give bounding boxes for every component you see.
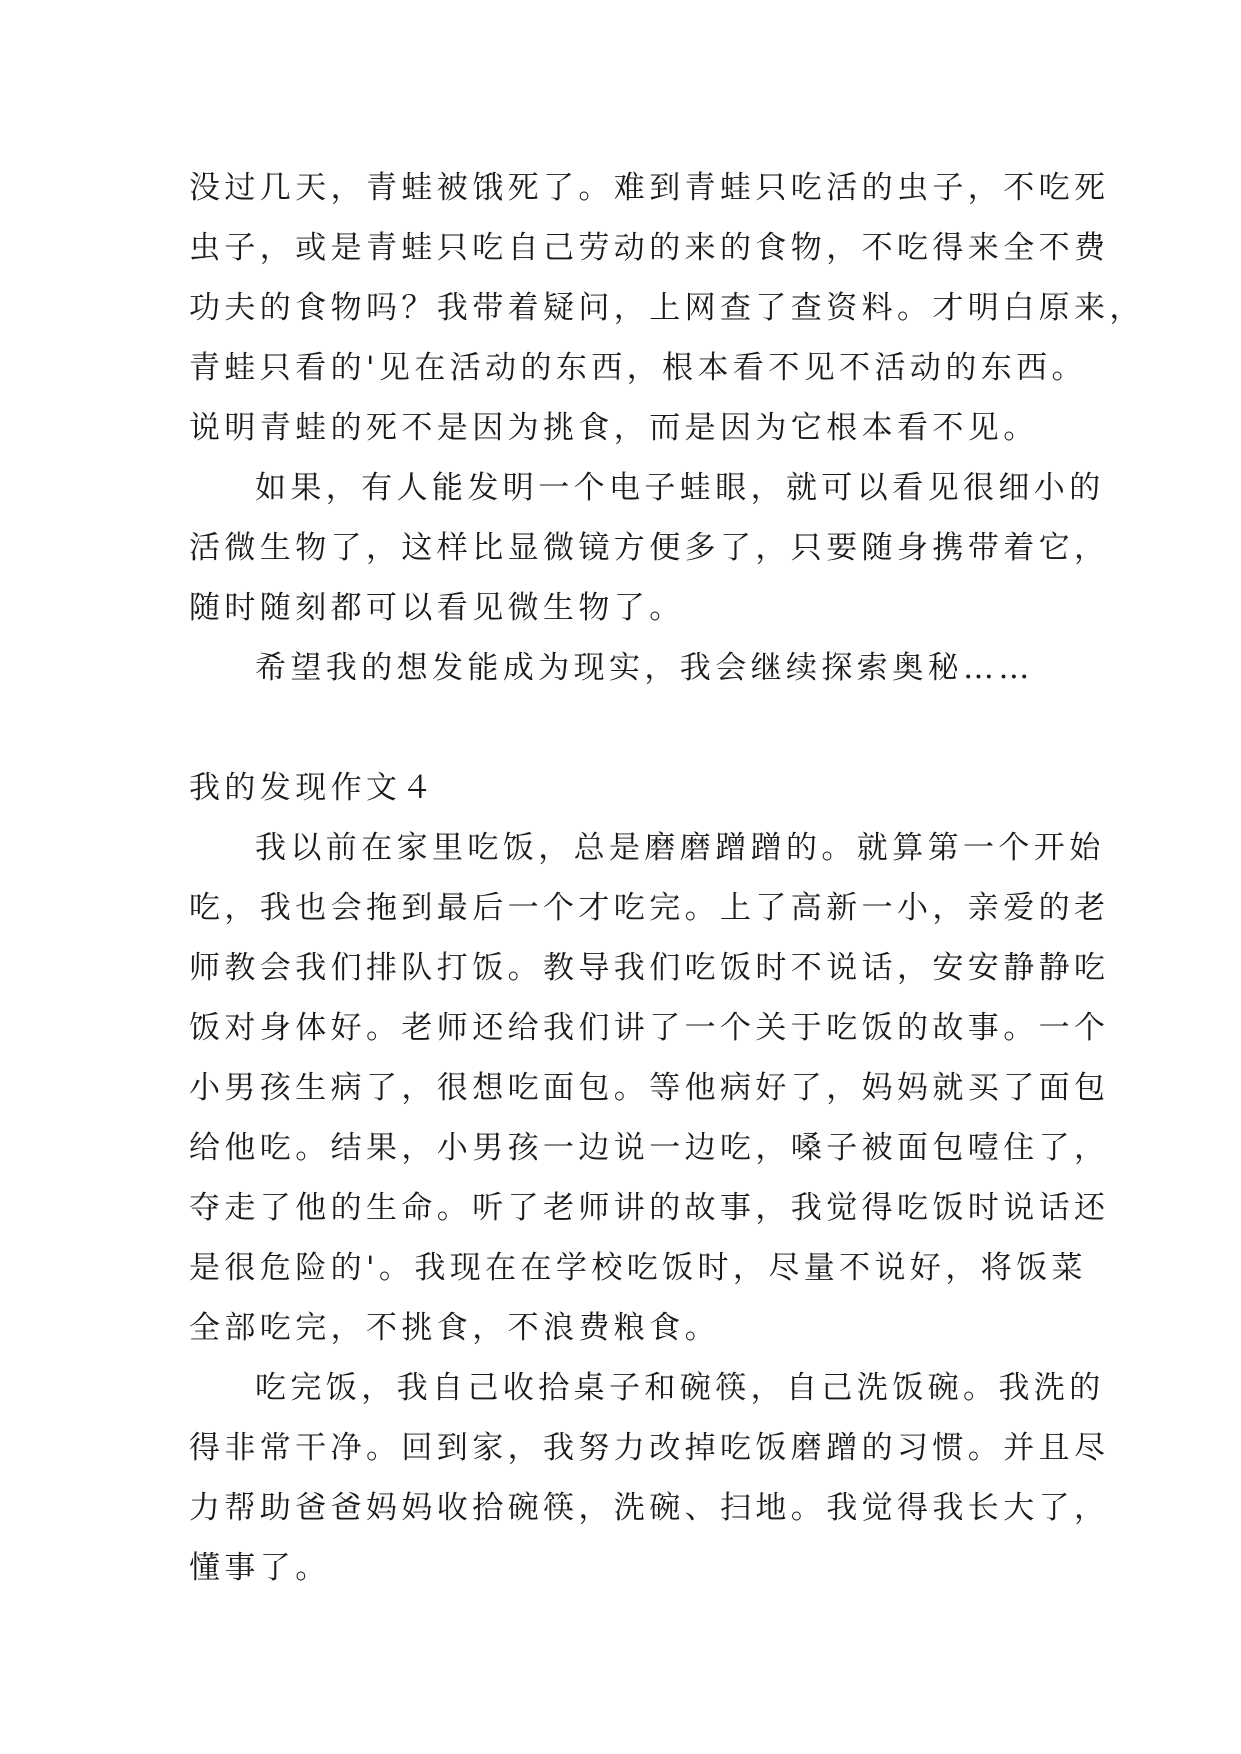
text-line: 得非常干净。回到家，我努力改掉吃饭磨蹭的习惯。并且尽 — [189, 1430, 1110, 1466]
text-line: 活微生物了，这样比显微镜方便多了，只要随身携带着它， — [189, 530, 1110, 566]
text-line: 吃完饭，我自己收拾桌子和碗筷，自己洗饭碗。我洗的 — [255, 1370, 1105, 1406]
text-line: 如果，有人能发明一个电子蛙眼，就可以看见很细小的 — [255, 470, 1105, 506]
text-line: 说明青蛙的死不是因为挑食，而是因为它根本看不见。 — [189, 410, 1039, 446]
text-line: 给他吃。结果，小男孩一边说一边吃，嗓子被面包噎住了， — [189, 1130, 1110, 1166]
text-line: 夺走了他的生命。听了老师讲的故事，我觉得吃饭时说话还 — [189, 1190, 1110, 1226]
paragraph — [189, 458, 1110, 638]
paragraph — [189, 1358, 1110, 1598]
text-line: 没过几天，青蛙被饿死了。难到青蛙只吃活的虫子，不吃死 — [189, 170, 1110, 206]
section-title: 我的发现作文４ — [189, 770, 437, 806]
text-line: 功夫的食物吗？我带着疑问，上网查了查资料。才明白原来， — [189, 290, 1145, 326]
text-line: 师教会我们排队打饭。教导我们吃饭时不说话，安安静静吃 — [189, 950, 1110, 986]
text-line: 我以前在家里吃饭，总是磨磨蹭蹭的。就算第一个开始 — [255, 830, 1105, 866]
text-line: 全部吃完，不挑食，不浪费粮食。 — [189, 1310, 720, 1346]
text-line: 青蛙只看的'见在活动的东西，根本看不见不活动的东西。 — [189, 350, 1087, 386]
paragraph — [189, 818, 1110, 1358]
text-line: 随时随刻都可以看见微生物了。 — [189, 590, 685, 626]
paragraph — [189, 638, 1069, 698]
text-line: 吃，我也会拖到最后一个才吃完。上了高新一小，亲爱的老 — [189, 890, 1110, 926]
text-line: 是很危险的'。我现在在学校吃饭时，尽量不说好，将饭菜 — [189, 1250, 1087, 1286]
section-spacer — [189, 698, 1069, 758]
text-line: 饭对身体好。老师还给我们讲了一个关于吃饭的故事。一个 — [189, 1010, 1110, 1046]
text-line: 小男孩生病了，很想吃面包。等他病好了，妈妈就买了面包 — [189, 1070, 1110, 1106]
text-line: 希望我的想发能成为现实，我会继续探索奥秘…… — [255, 650, 1034, 686]
document-body — [189, 158, 1145, 1598]
text-line: 虫子，或是青蛙只吃自己劳动的来的食物，不吃得来全不费 — [189, 230, 1110, 266]
paragraph — [189, 158, 1145, 458]
text-line: 懂事了。 — [189, 1550, 331, 1586]
text-line: 力帮助爸爸妈妈收拾碗筷，洗碗、扫地。我觉得我长大了， — [189, 1490, 1110, 1526]
